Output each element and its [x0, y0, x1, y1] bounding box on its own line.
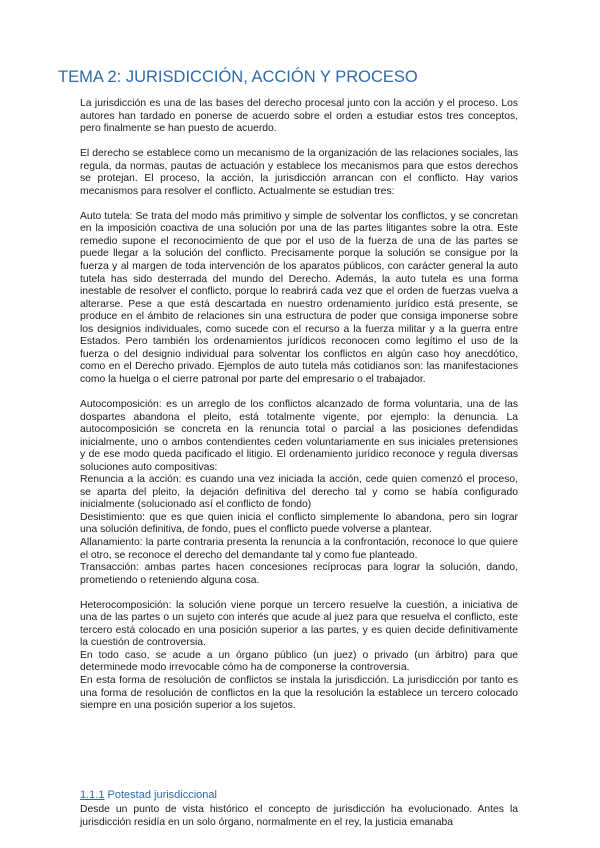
paragraph-heterocomposicion: Heterocomposición: la solución viene porque un tercero resuelve la cuestión, a iniciativa de una de las partes o un sujeto con interés que acude al juez para que resuelva el conflicto, este tercero está colocado en una posición superior a las partes, y es quien decide definitivamente la cuestión de controversia.	[80, 599, 518, 649]
paragraph-auto-tutela: Auto tutela: Se trata del modo más primitivo y simple de solventar los conflictos, y se concretan en la imposición coactiva de una solución por una de las partes litigantes sobre la otra. Este remedio supone el reconocimiento de que por el uso de la fuerza de una de las partes se puede llegar a la solución del conflicto. Precisamente porque la solución se consigue por la fuerza y al margen de toda intervención de los aparatos públicos, con carácter general la auto tutela has sido desterrada del mundo del Derecho. Además, la auto tutela es una forma inestable de resolver el conflicto, porque lo reabrirá cada vez que el orden de fuerzas vuelva a alterarse. Pese a que está descartada en nuestro ordenamiento jurídico está presente, se produce en el ámbito de relaciones sin una estructura de poder que consiga imponerse sobre los designios individuales, como sucede con el recurso a la fuerza militar y a la guerra entre Estados. Pero también los ordenamientos jurídicos reconocen como legítimo el uso de la fuerza o del designio individual para solventar los conflictos en algún caso hoy anecdótico, como en el Derecho privado. Ejemplos de auto tutela más cotidianos son: las manifestaciones como la huelga o el cierre patronal por parte del empresario o el trabajador.	[80, 210, 518, 385]
paragraph-derecho: El derecho se establece como un mecanismo de la organización de las relaciones sociales, las regula, da normas, pautas de actuación y establece los mecanismos para que estos derechos se protejan. El proceso, la acción, la jurisdicción arrancan con el conflicto. Hay varios mecanismos para resolver el conflicto. Actualmente se estudian tres:	[80, 148, 518, 197]
paragraph-renuncia: Renuncia a la acción: es cuando una vez iniciada la acción, cede quien comenzó el proceso, se aparta del pleito, la dejación definitiva del derecho tal y como se había configurado inicialmente (solucionado así el conflicto de fondo)	[80, 474, 518, 511]
section-title: Potestad jurisdiccional	[107, 789, 217, 801]
section-heading	[80, 789, 518, 801]
section-paragraph: Desde un punto de vista histórico el concepto de jurisdicción ha evolucionado. Antes la jurisdicción residía en un solo órgano, normalmente en el rey, la justicia emanaba	[80, 804, 518, 828]
paragraph-autocomposicion: Autocomposición: es un arreglo de los conflictos alcanzado de forma voluntaria, una de las dospartes abandona el pleito, está totalmente vigente, por ejemplo: la denuncia. La autocomposición se concreta en la renuncia total o parcial a las posiciones defendidas inicialmente, uno o ambos contendientes ceden voluntariamente en sus iniciales pretensiones y de ese modo queda pacificado el litigio. El ordenamiento jurídico reconoce y regula diversas soluciones auto compositivas:	[80, 398, 518, 473]
paragraph-jurisdiccion: En esta forma de resolución de conflictos se instala la jurisdicción. La jurisdicción por tanto es una forma de resolución de conflictos en la que la resolución la establece un tercero colocado siempre en una posición superior a los sujetos.	[80, 674, 518, 712]
paragraph-intro: La jurisdicción es una de las bases del derecho procesal junto con la acción y el proceso. Los autores han tardado en ponerse de acuerdo sobre el orden a estudiar estos tres conceptos, pero finalmente se han puesto de acuerdo.	[80, 98, 518, 135]
paragraph-transaccion: Transacción: ambas partes hacen concesiones recíprocas para lograr la solución, dando, prometiendo o reteniendo alguna cosa.	[80, 562, 518, 586]
section-body	[80, 804, 518, 829]
paragraph-allanamiento: Allanamiento: la parte contraria presenta la renuncia a la confrontación, reconoce lo que quiere el otro, se reconoce el derecho del demandante tal y como fue planteado.	[80, 537, 518, 561]
document-body	[80, 98, 518, 713]
page-title: TEMA 2: JURISDICCIÓN, ACCIÓN Y PROCESO	[58, 68, 418, 86]
section-number[interactable]: 1.1.1	[80, 789, 105, 801]
paragraph-desistimiento: Desistimiento: que es que quien inicia el conflicto simplemente lo abandona, pero sin lograr una solución definitiva, de fondo, pues el conflicto puede volverse a plantear.	[80, 511, 518, 536]
paragraph-organo: En todo caso, se acude a un órgano público (un juez) o privado (un árbitro) para que determinede modo irrevocable cómo ha de componerse la controversia.	[80, 649, 518, 674]
